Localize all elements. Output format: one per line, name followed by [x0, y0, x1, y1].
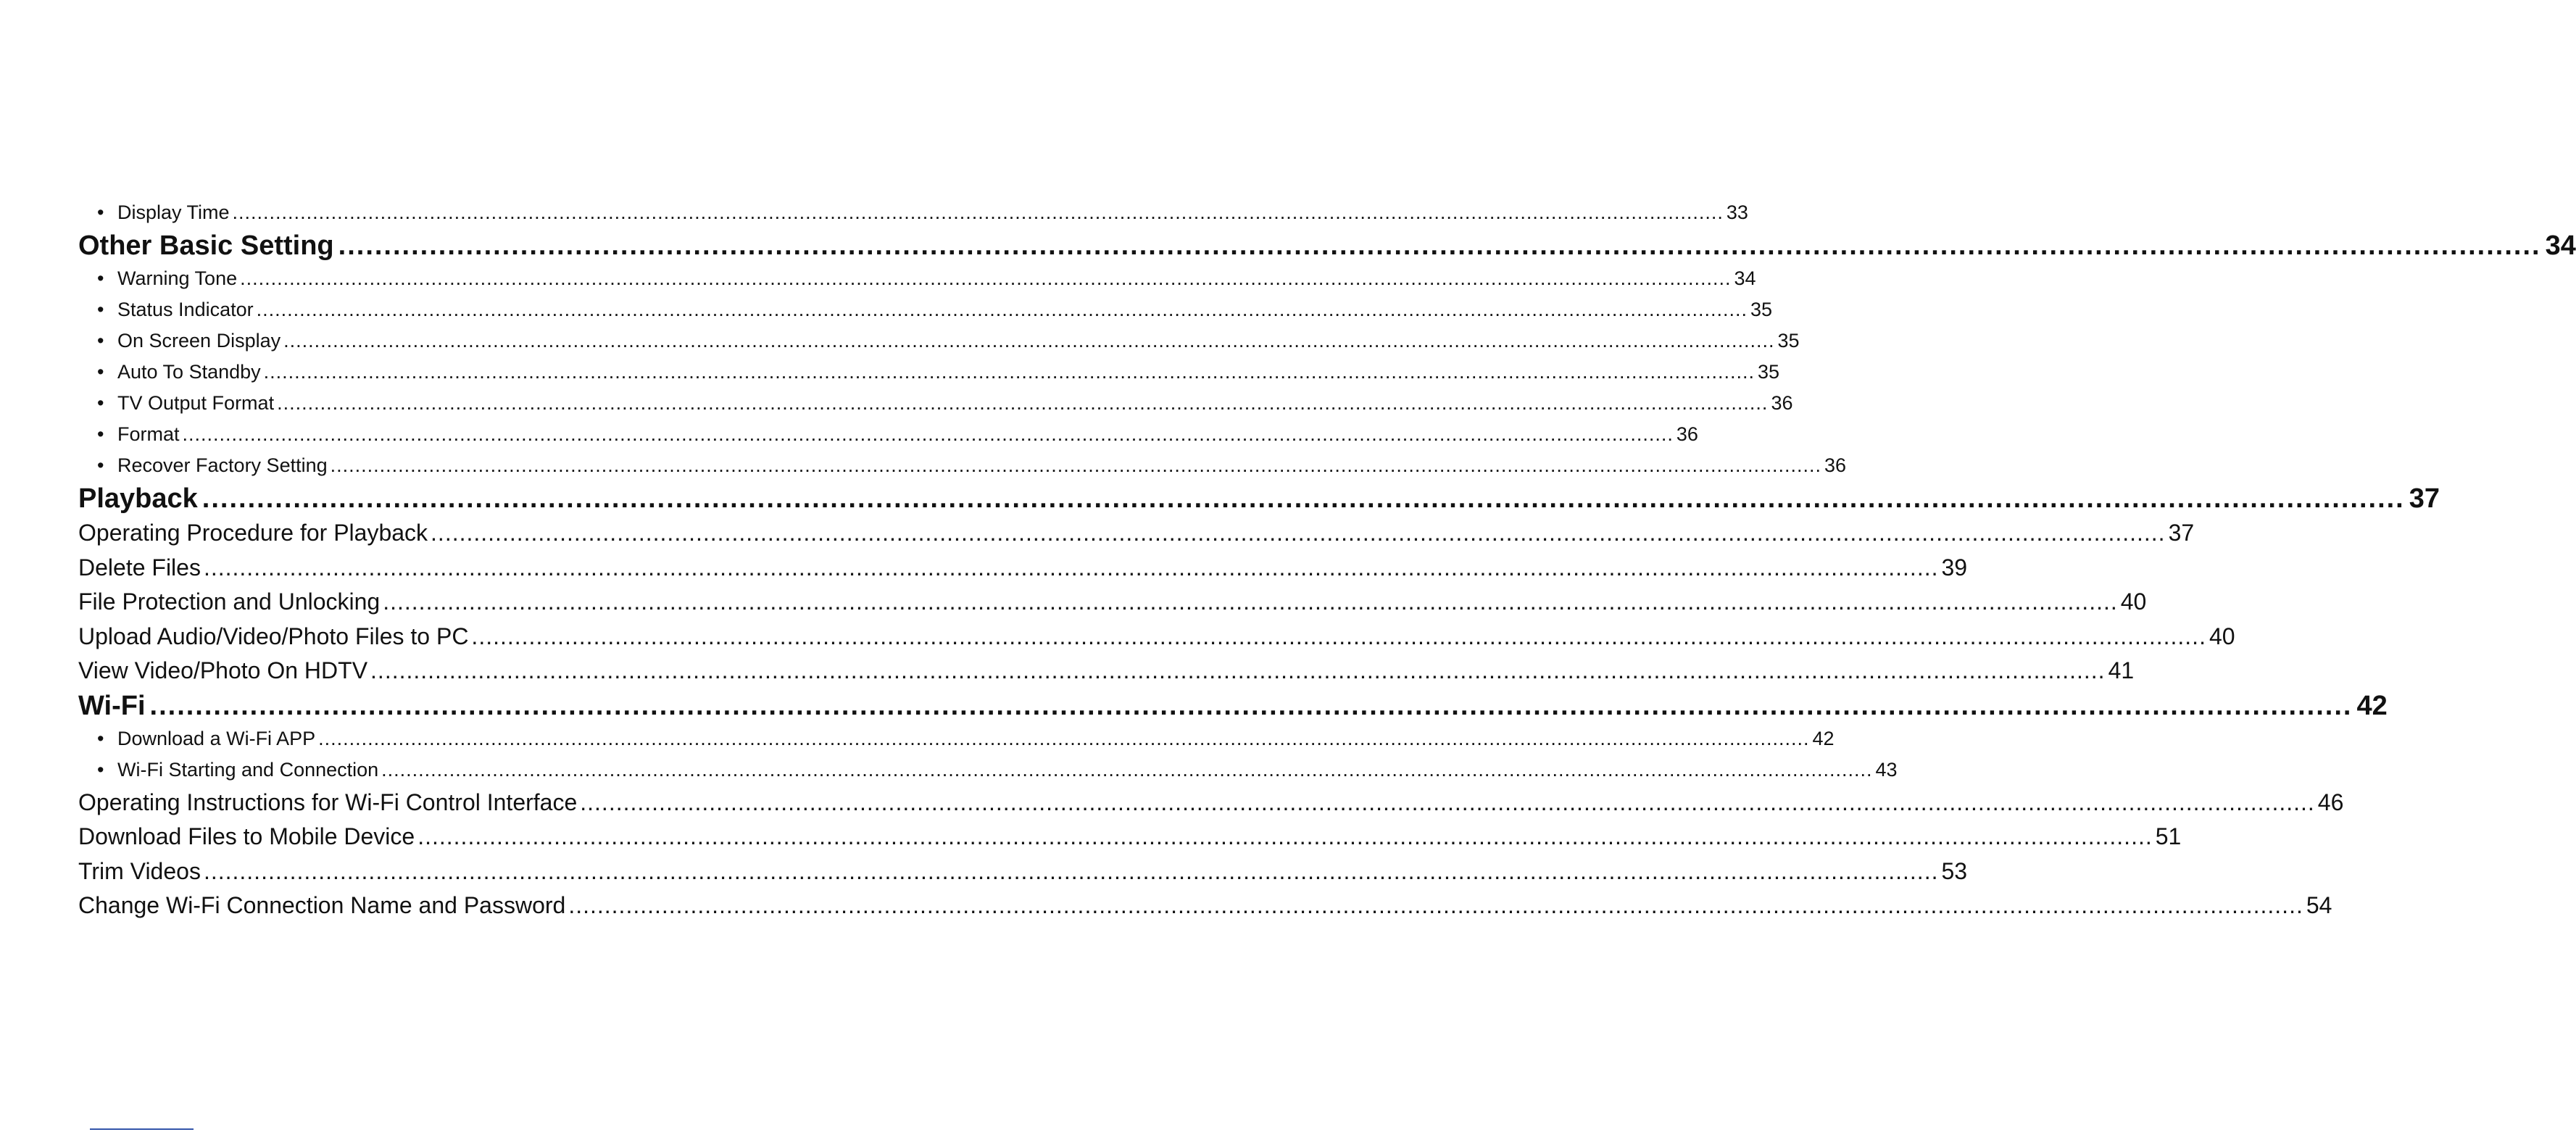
toc-entry-page-number: 33 — [1726, 201, 1748, 223]
toc-dot-leader: .................................................................................................................................................................................................................................................. — [283, 330, 1775, 352]
toc-dot-leader: .................................................................................................................................................................................................................................................. — [240, 267, 1732, 289]
toc-dot-leader: .................................................................................................................................................................................................................................................. — [417, 823, 2153, 849]
bullet-icon: • — [97, 727, 104, 749]
toc-entry-label: Trim Videos — [78, 857, 201, 884]
table-of-contents — [78, 197, 2576, 923]
bullet-icon: • — [97, 392, 104, 414]
toc-entry-sub2[interactable] — [78, 620, 2235, 654]
toc-entry-sub[interactable] — [78, 388, 1793, 419]
toc-entry-sub2[interactable] — [78, 551, 1968, 586]
toc-dot-leader: .................................................................................................................................................................................................................................................. — [201, 483, 2405, 514]
toc-entry-section[interactable] — [78, 689, 2388, 723]
toc-entry-label: Operating Procedure for Playback — [78, 520, 428, 546]
toc-entry-page-number: 36 — [1771, 392, 1793, 414]
toc-entry-label: Warning Tone — [117, 267, 238, 289]
toc-entry-label: File Protection and Unlocking — [78, 588, 381, 615]
toc-entry-page-number: 36 — [1824, 454, 1847, 476]
toc-dot-leader: .................................................................................................................................................................................................................................................. — [203, 857, 1939, 884]
toc-entry-label: Other Basic Setting — [78, 230, 334, 261]
toc-dot-leader: .................................................................................................................................................................................................................................................. — [330, 454, 1821, 476]
toc-entry-label: On Screen Display — [117, 330, 281, 352]
toc-entry-page-number: 34 — [2545, 230, 2576, 261]
toc-entry-page-number: 40 — [2120, 588, 2147, 615]
toc-dot-leader: .................................................................................................................................................................................................................................................. — [370, 657, 2106, 683]
toc-entry-label: Recover Factory Setting — [117, 454, 328, 476]
toc-dot-leader: .................................................................................................................................................................................................................................................. — [431, 520, 2166, 546]
toc-entry-sub[interactable] — [78, 263, 1756, 294]
toc-dot-leader: .................................................................................................................................................................................................................................................. — [149, 690, 2353, 721]
toc-entry-sub2[interactable] — [78, 516, 2195, 551]
toc-entry-label: Wi-Fi Starting and Connection — [117, 758, 379, 781]
toc-entry-label: View Video/Photo On HDTV — [78, 657, 368, 683]
toc-entry-page-number: 46 — [2317, 789, 2344, 815]
toc-entry-page-number: 42 — [2356, 690, 2388, 721]
toc-entry-page-number: 42 — [1812, 727, 1835, 749]
toc-dot-leader: .................................................................................................................................................................................................................................................. — [232, 201, 1724, 223]
toc-entry-sub[interactable] — [78, 197, 1748, 228]
toc-entry-label: Upload Audio/Video/Photo Files to PC — [78, 623, 469, 649]
toc-entry-label: Auto To Standby — [117, 361, 261, 383]
toc-entry-page-number: 34 — [1734, 267, 1756, 289]
toc-entry-sub[interactable] — [78, 754, 1898, 786]
toc-entry-label: Download a Wi-Fi APP — [117, 727, 316, 749]
toc-entry-page-number: 36 — [1676, 423, 1698, 445]
toc-entry-page-number: 39 — [1941, 554, 1968, 581]
toc-entry-sub[interactable] — [78, 723, 1835, 754]
toc-entry-label: Playback — [78, 483, 198, 514]
toc-entry-label: Status Indicator — [117, 299, 254, 320]
bullet-icon: • — [97, 299, 104, 320]
bullet-icon: • — [97, 201, 104, 223]
toc-dot-leader: .................................................................................................................................................................................................................................................. — [318, 727, 1810, 749]
toc-entry-page-number: 37 — [2409, 483, 2440, 514]
toc-entry-label: TV Output Format — [117, 392, 275, 414]
toc-entry-page-number: 35 — [1758, 361, 1780, 383]
toc-entry-sub2[interactable] — [78, 786, 2344, 820]
toc-dot-leader: .................................................................................................................................................................................................................................................. — [568, 892, 2303, 918]
toc-entry-label: Display Time — [117, 201, 230, 223]
toc-entry-section[interactable] — [78, 228, 2576, 263]
toc-dot-leader: .................................................................................................................................................................................................................................................. — [381, 758, 1873, 781]
toc-entry-page-number: 35 — [1777, 330, 1800, 352]
footer-rule — [90, 1128, 194, 1130]
toc-entry-label: Wi-Fi — [78, 690, 146, 721]
toc-dot-leader: .................................................................................................................................................................................................................................................. — [256, 299, 1748, 320]
toc-entry-label: Delete Files — [78, 554, 201, 581]
toc-entry-sub2[interactable] — [78, 654, 2135, 689]
bullet-icon: • — [97, 758, 104, 781]
bullet-icon: • — [97, 361, 104, 383]
toc-entry-page-number: 35 — [1750, 299, 1773, 320]
toc-entry-label: Change Wi-Fi Connection Name and Password — [78, 892, 566, 918]
toc-dot-leader: .................................................................................................................................................................................................................................................. — [471, 623, 2206, 649]
bullet-icon: • — [97, 423, 104, 445]
toc-entry-sub[interactable] — [78, 357, 1780, 388]
toc-entry-label: Operating Instructions for Wi-Fi Control Interface — [78, 789, 578, 815]
toc-entry-sub2[interactable] — [78, 854, 1968, 889]
toc-entry-sub2[interactable] — [78, 820, 2182, 854]
toc-dot-leader: .................................................................................................................................................................................................................................................. — [182, 423, 1674, 445]
toc-entry-sub[interactable] — [78, 450, 1847, 481]
toc-entry-page-number: 54 — [2306, 892, 2332, 918]
toc-entry-sub[interactable] — [78, 294, 1773, 325]
toc-dot-leader: .................................................................................................................................................................................................................................................. — [383, 588, 2118, 615]
toc-dot-leader: .................................................................................................................................................................................................................................................. — [277, 392, 1769, 414]
bullet-icon: • — [97, 267, 104, 289]
toc-entry-sub2[interactable] — [78, 585, 2147, 620]
toc-entry-sub2[interactable] — [78, 889, 2332, 923]
toc-entry-page-number: 51 — [2155, 823, 2182, 849]
toc-dot-leader: .................................................................................................................................................................................................................................................. — [203, 554, 1939, 581]
toc-entry-page-number: 53 — [1941, 857, 1968, 884]
toc-entry-sub[interactable] — [78, 419, 1698, 450]
toc-entry-sub[interactable] — [78, 325, 1800, 357]
toc-entry-page-number: 37 — [2168, 520, 2195, 546]
toc-entry-section[interactable] — [78, 481, 2440, 516]
toc-dot-leader: .................................................................................................................................................................................................................................................. — [338, 230, 2541, 261]
toc-entry-page-number: 43 — [1875, 758, 1898, 781]
bullet-icon: • — [97, 454, 104, 476]
toc-dot-leader: .................................................................................................................................................................................................................................................. — [263, 361, 1756, 383]
toc-entry-page-number: 40 — [2209, 623, 2235, 649]
toc-entry-label: Format — [117, 423, 180, 445]
toc-entry-page-number: 41 — [2108, 657, 2135, 683]
toc-entry-label: Download Files to Mobile Device — [78, 823, 415, 849]
toc-dot-leader: .................................................................................................................................................................................................................................................. — [580, 789, 2315, 815]
bullet-icon: • — [97, 330, 104, 352]
